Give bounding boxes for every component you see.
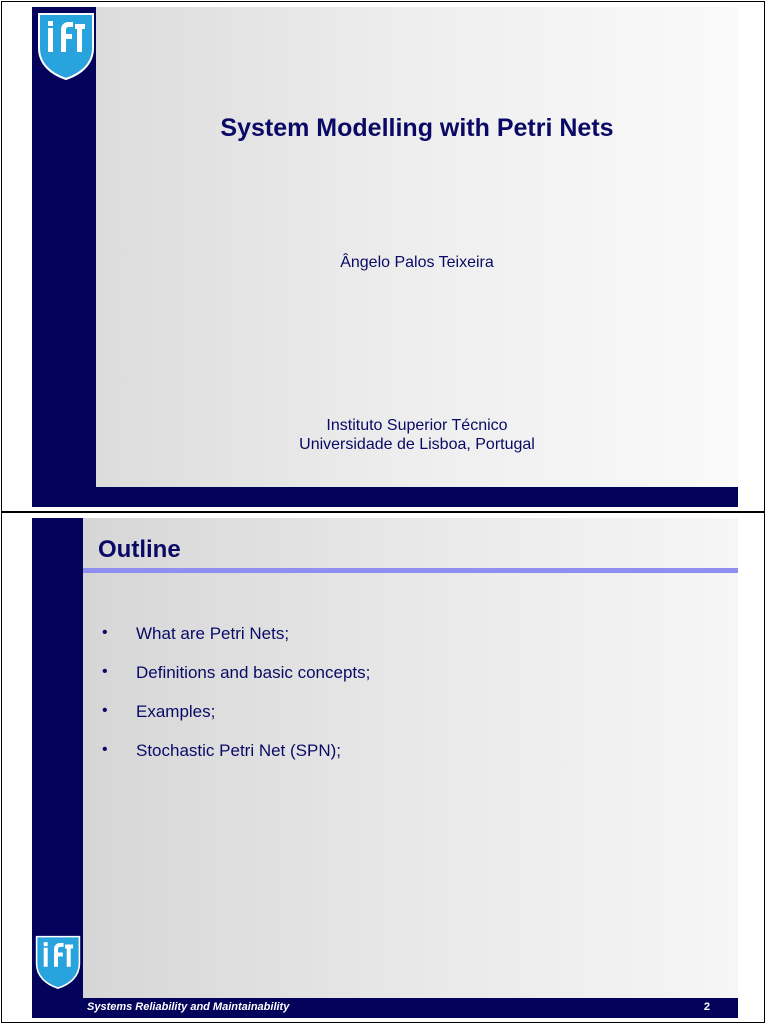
slide-1-sidebar <box>32 7 96 507</box>
title-underline-rule <box>83 568 738 573</box>
bullet-text: Definitions and basic concepts; <box>136 663 371 682</box>
slide-1-bottom-bar <box>32 487 738 507</box>
bullet-icon: • <box>102 663 108 680</box>
bullet-icon: • <box>102 702 108 719</box>
slide-footer-bar <box>32 998 738 1018</box>
bullet-text: What are Petri Nets; <box>136 624 290 643</box>
course-name: Systems Reliability and Maintainability <box>87 1001 290 1013</box>
bullet-text: Stochastic Petri Net (SPN); <box>136 741 342 760</box>
bullet-icon: • <box>102 741 108 758</box>
institution-line-2: Universidade de Lisboa, Portugal <box>299 436 535 453</box>
slide-title: System Modelling with Petri Nets <box>220 114 614 142</box>
bullet-icon: • <box>102 624 108 641</box>
page-number: 2 <box>703 1001 710 1013</box>
slide-1 <box>1 1 765 512</box>
slide-2 <box>1 512 765 1023</box>
author-name: Ângelo Palos Teixeira <box>340 254 494 271</box>
institution-block <box>96 416 738 454</box>
ist-logo-icon <box>35 935 81 989</box>
slide-1-content-area <box>96 7 738 487</box>
institution-line-1: Instituto Superior Técnico <box>326 417 508 434</box>
outline-title: Outline <box>98 536 181 563</box>
bullet-text: Examples; <box>136 702 216 721</box>
ist-logo-icon <box>37 12 95 80</box>
